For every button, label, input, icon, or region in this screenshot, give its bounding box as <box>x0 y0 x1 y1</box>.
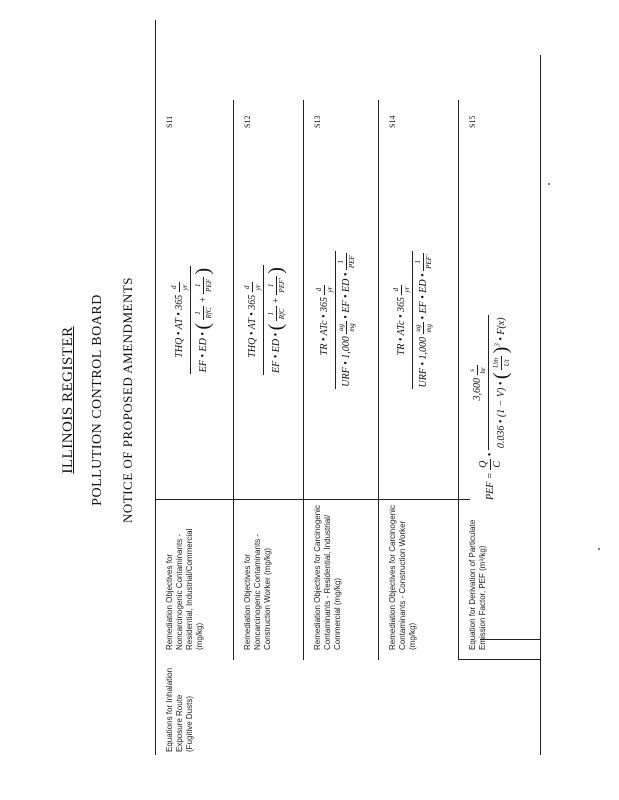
section-s15: S15 <box>468 115 477 128</box>
eq-exponent: 3 <box>493 343 502 347</box>
eq-top: 3,600 <box>471 377 483 401</box>
equation-s14 <box>392 150 433 490</box>
equation-s15: PEF = Q C • 3,600 s hr 0.036 • (1 − V) • ( Um Ut )$^3$ • F(x) <box>468 317 512 500</box>
register-title: ILLINOIS REGISTER <box>60 326 76 474</box>
unit-ug: ug <box>337 323 345 331</box>
board-title: POLLUTION CONTROL BOARD <box>90 294 105 506</box>
eq-denominator: URF • 1,000 <box>340 336 352 387</box>
eq-terms: • EF • ED • <box>417 273 429 320</box>
frac-rfc: RfC <box>278 308 286 320</box>
unit-mg: mg <box>425 323 433 333</box>
eq-c: C <box>490 459 503 470</box>
eq-numerator: TR • ATc • 365 <box>395 297 407 356</box>
table-top-rule <box>155 20 156 755</box>
row-separator <box>458 100 459 660</box>
unit-n: d <box>170 285 178 290</box>
frac-one: 1 <box>194 283 202 288</box>
frac-pef: PEF <box>205 278 213 292</box>
route-heading: Equations for Inhalation Exposure Route (Fugitive Dusts) <box>165 667 194 752</box>
scan-speck <box>598 548 600 550</box>
row-label-s11: Remediation Objectives for Noncarcinogenic Contaminants - Residential, Industrial/Commercial (mg/kg) <box>165 528 204 650</box>
eq-q: Q <box>478 460 489 468</box>
unit-n: d <box>243 285 251 290</box>
row-label-s13: Remediation Objectives for Carcinogenic Contaminants - Residential, Industrial/ Commercial (mg/kg) <box>313 505 342 650</box>
eq-bullet: • <box>484 452 496 457</box>
row-separator <box>233 100 234 660</box>
eq-denominator: EF • ED • <box>270 332 282 373</box>
label-column-divider-lower <box>458 659 540 660</box>
unit-d: yr <box>326 286 334 293</box>
frac-one: 1 <box>194 311 202 315</box>
notice-title: NOTICE OF PROPOSED AMENDMENTS <box>120 277 135 523</box>
section-s11: S11 <box>165 115 174 128</box>
frac-one: 1 <box>337 259 345 264</box>
equation-s13 <box>315 150 356 490</box>
frac-one: 1 <box>267 312 275 316</box>
equation-s12: THQ • AT • 365 d yr EF • ED • ( 1 RfC + 1 PEF' ) <box>243 267 287 373</box>
table-bottom-rule <box>540 55 541 755</box>
frac-pef: PEF' <box>425 254 433 269</box>
frac-pef: PEF' <box>278 278 286 293</box>
scan-speck <box>548 183 550 185</box>
row-label-s12: Remediation Objectives for Noncarcinogenic Contaminants - Construction Worker (mg/kg) <box>243 533 272 650</box>
frac-rfc: RfC <box>205 307 213 319</box>
row-separator <box>303 100 304 660</box>
unit-d: yr <box>254 284 262 291</box>
unit-s: s <box>468 368 476 372</box>
equation-s11: THQ • AT • 365 d yr EF • ED • ( 1 RfC + 1 PEF ) <box>170 267 214 373</box>
eq-numerator: TR • ATc • 365 <box>318 297 330 356</box>
frac-one: 1 <box>414 259 422 264</box>
section-s12: S12 <box>243 115 252 128</box>
eq-denominator: URF • 1,000 <box>417 337 429 388</box>
eq-ut: Ut <box>501 356 511 370</box>
section-s13: S13 <box>313 115 322 128</box>
unit-d: yr <box>403 286 411 293</box>
eq-um: Um <box>492 357 500 368</box>
unit-n: d <box>315 287 323 292</box>
eq-lhs: PEF = <box>484 472 496 500</box>
section-s14: S14 <box>388 115 397 128</box>
eq-terms: • EF • ED • <box>340 272 352 319</box>
eq-bottom: 0.036 • (1 − V) • <box>495 381 507 449</box>
unit-hr: hr <box>479 367 487 374</box>
eq-numerator: THQ • AT • 365 <box>246 294 258 358</box>
eq-fx: • F(x) <box>495 317 507 341</box>
eq-numerator: THQ • AT • 365 <box>173 294 185 358</box>
section-column-divider <box>480 639 540 640</box>
unit-ug: ug <box>414 324 422 332</box>
frac-one: 1 <box>267 283 275 288</box>
unit-mg: mg <box>348 323 356 332</box>
label-column-divider <box>155 499 470 500</box>
row-separator <box>378 100 379 660</box>
frac-pef: PEF <box>348 255 356 269</box>
unit-n: d <box>392 287 400 292</box>
row-label-s15: Equation for Derivation of Particulate Emission Factor, PEF (m³/kg) <box>468 519 487 650</box>
eq-denominator: EF • ED • <box>197 332 209 373</box>
row-label-s14: Remediation Objectives for Carcinogenic Contaminants - Construction Worker (mg/kg) <box>388 505 417 650</box>
unit-d: yr <box>181 284 189 291</box>
